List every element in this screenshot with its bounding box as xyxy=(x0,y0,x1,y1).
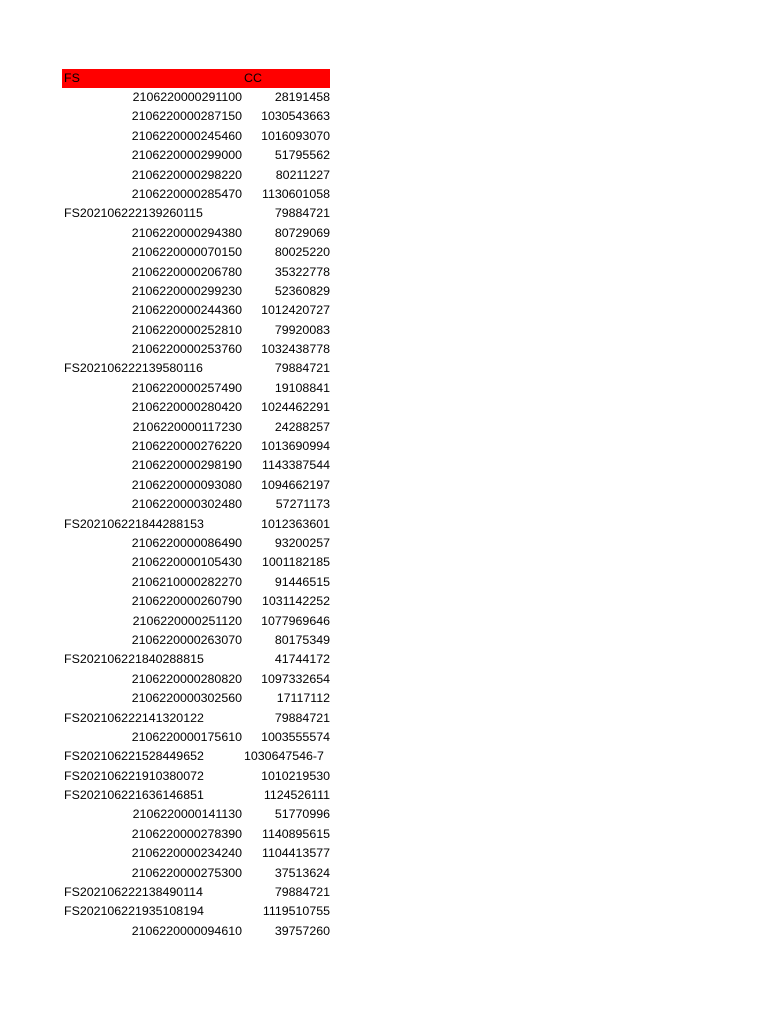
cell-cc[interactable]: 1094662197 xyxy=(261,477,330,492)
table-row xyxy=(62,340,330,359)
cell-cc[interactable]: 1013690994 xyxy=(261,439,330,454)
cell-cc[interactable]: 80211227 xyxy=(275,167,330,182)
cell-cc[interactable]: 52360829 xyxy=(274,283,330,298)
cell-fs[interactable]: 2106210000282270 xyxy=(131,574,242,589)
cell-fs[interactable]: FS202106221528449652 xyxy=(64,749,204,764)
cell-cc[interactable]: 1143387544 xyxy=(262,458,330,473)
cell-fs[interactable]: 2106220000251120 xyxy=(132,613,242,628)
table-row xyxy=(62,495,330,514)
table-row xyxy=(62,146,330,165)
table-row xyxy=(62,592,330,611)
table-row xyxy=(62,476,330,495)
cell-fs[interactable]: FS202106222139260115 xyxy=(64,206,203,221)
cell-cc[interactable]: 93200257 xyxy=(274,535,330,550)
cell-fs[interactable]: 2106220000093080 xyxy=(131,477,242,492)
table-row xyxy=(62,418,330,437)
cell-fs[interactable]: 2106220000141130 xyxy=(132,807,242,822)
cell-fs[interactable]: FS202106221910380072 xyxy=(64,768,204,783)
cell-fs[interactable]: 2106220000276220 xyxy=(131,439,242,454)
table-row xyxy=(62,805,330,824)
table-row xyxy=(62,844,330,863)
table-row xyxy=(62,437,330,456)
cell-cc[interactable]: 19108841 xyxy=(274,380,330,395)
cell-fs[interactable]: 2106220000094610 xyxy=(131,923,242,938)
table-row xyxy=(62,573,330,592)
cell-fs[interactable]: 2106220000299000 xyxy=(131,148,242,163)
cell-cc[interactable]: 79884721 xyxy=(274,206,330,221)
cell-cc[interactable]: 1130601058 xyxy=(262,186,330,201)
table-row xyxy=(62,631,330,650)
data-rows xyxy=(62,88,330,941)
table-row xyxy=(62,612,330,631)
cell-fs[interactable]: FS202106222139580116 xyxy=(64,361,203,376)
cell-fs[interactable]: 2106220000117230 xyxy=(132,419,242,434)
cell-cc[interactable]: 1119510755 xyxy=(262,904,330,919)
table-row xyxy=(62,185,330,204)
table-row xyxy=(62,359,330,378)
table-row xyxy=(62,864,330,883)
cell-cc[interactable]: 28191458 xyxy=(274,90,330,104)
cell-cc[interactable]: 1010219530 xyxy=(261,768,330,783)
cell-fs[interactable]: 2106220000257490 xyxy=(131,380,242,395)
table-row xyxy=(62,670,330,689)
cell-cc[interactable]: 1140895615 xyxy=(262,826,330,841)
cell-cc[interactable]: 51770996 xyxy=(274,807,330,822)
cell-cc[interactable]: 24288257 xyxy=(274,419,330,434)
cell-cc[interactable]: 80729069 xyxy=(274,225,330,240)
cell-cc[interactable]: 1001182185 xyxy=(262,555,330,570)
cell-cc[interactable]: 1016093070 xyxy=(261,128,330,143)
table-row xyxy=(62,786,330,805)
table-row xyxy=(62,767,330,786)
cell-fs[interactable]: 2106220000287150 xyxy=(131,109,242,124)
table-row xyxy=(62,534,330,553)
table-row xyxy=(62,902,330,921)
cell-cc[interactable]: 17117112 xyxy=(276,691,330,706)
cell-cc[interactable]: 35322778 xyxy=(274,264,330,279)
table-row xyxy=(62,321,330,340)
table-row xyxy=(62,728,330,747)
cell-fs[interactable]: 2106220000206780 xyxy=(131,264,242,279)
cell-cc[interactable]: 57271173 xyxy=(275,497,330,512)
cell-cc[interactable]: 79884721 xyxy=(274,710,330,725)
cell-fs[interactable]: 2106220000252810 xyxy=(131,322,242,337)
cell-fs[interactable]: 2106220000302560 xyxy=(131,691,242,706)
cell-fs[interactable]: 2106220000285470 xyxy=(131,186,242,201)
cell-cc[interactable]: 1030647546-7 xyxy=(244,749,324,764)
cell-fs[interactable]: FS202106221844288153 xyxy=(64,516,204,531)
table-row xyxy=(62,204,330,223)
table-row xyxy=(62,456,330,475)
cell-cc[interactable]: 1077969646 xyxy=(261,613,330,628)
table-row xyxy=(62,282,330,301)
table-row xyxy=(62,883,330,902)
cell-fs[interactable]: FS202106222141320122 xyxy=(64,710,204,725)
table-row xyxy=(62,515,330,534)
cell-fs[interactable]: 2106220000263070 xyxy=(131,632,242,647)
table-row xyxy=(62,301,330,320)
table-row xyxy=(62,127,330,146)
header-row xyxy=(62,69,330,88)
cell-cc[interactable]: 1124526111 xyxy=(263,788,330,803)
table-row xyxy=(62,709,330,728)
table-row xyxy=(62,650,330,669)
table-row xyxy=(62,107,330,126)
cell-cc[interactable]: 1031142252 xyxy=(262,594,330,609)
cell-cc[interactable]: 41744172 xyxy=(274,652,330,667)
cell-fs[interactable]: 2106220000280820 xyxy=(131,671,242,686)
cell-cc[interactable]: 80025220 xyxy=(274,245,330,260)
cell-cc[interactable]: 1032438778 xyxy=(261,342,330,357)
cell-fs[interactable]: 2106220000278390 xyxy=(131,826,242,841)
column-header-fs[interactable]: FS xyxy=(64,71,80,85)
cell-cc[interactable]: 79920083 xyxy=(274,322,330,337)
column-header-cc[interactable]: CC xyxy=(244,71,262,85)
table-row xyxy=(62,689,330,708)
cell-cc[interactable]: 39757260 xyxy=(274,923,330,938)
cell-cc[interactable]: 1012420727 xyxy=(261,303,330,318)
cell-cc[interactable]: 51795562 xyxy=(274,148,330,163)
cell-cc[interactable]: 1104413577 xyxy=(262,846,330,861)
cell-fs[interactable]: FS202106221636146851 xyxy=(64,788,204,803)
table-row xyxy=(62,398,330,417)
cell-fs[interactable]: 2106220000086490 xyxy=(131,535,242,550)
cell-fs[interactable]: FS202106221935108194 xyxy=(64,904,204,919)
cell-fs[interactable]: 2106220000275300 xyxy=(131,865,242,880)
cell-fs[interactable]: 2106220000302480 xyxy=(131,497,242,512)
cell-cc[interactable]: 1024462291 xyxy=(261,400,330,415)
cell-fs[interactable]: 2106220000175610 xyxy=(131,729,242,744)
spreadsheet-table xyxy=(62,69,330,941)
table-row xyxy=(62,922,330,941)
cell-fs[interactable]: 2106220000244360 xyxy=(131,303,242,318)
cell-cc[interactable]: 80175349 xyxy=(274,632,330,647)
cell-cc[interactable]: 79884721 xyxy=(274,885,330,900)
cell-fs[interactable]: 2106220000298190 xyxy=(131,458,242,473)
cell-fs[interactable]: 2106220000260790 xyxy=(131,594,242,609)
cell-fs[interactable]: 2106220000298220 xyxy=(131,167,242,182)
cell-fs[interactable]: FS202106222138490114 xyxy=(64,885,203,900)
cell-fs[interactable]: 2106220000105430 xyxy=(131,555,242,570)
cell-fs[interactable]: 2106220000291100 xyxy=(132,90,242,104)
table-row xyxy=(62,379,330,398)
cell-fs[interactable]: FS202106221840288815 xyxy=(64,652,204,667)
cell-fs[interactable]: 2106220000299230 xyxy=(131,283,242,298)
table-row xyxy=(62,825,330,844)
cell-fs[interactable]: 2106220000294380 xyxy=(131,225,242,240)
cell-fs[interactable]: 2106220000253760 xyxy=(131,342,242,357)
table-row xyxy=(62,747,330,766)
cell-fs[interactable]: 2106220000234240 xyxy=(131,846,242,861)
table-row xyxy=(62,224,330,243)
cell-cc[interactable]: 91446515 xyxy=(274,574,330,589)
table-row xyxy=(62,166,330,185)
table-row xyxy=(62,243,330,262)
cell-cc[interactable]: 37513624 xyxy=(274,865,330,880)
cell-fs[interactable]: 2106220000280420 xyxy=(131,400,242,415)
cell-cc[interactable]: 1030543663 xyxy=(261,109,330,124)
cell-cc[interactable]: 1012363601 xyxy=(261,516,330,531)
table-row xyxy=(62,88,330,107)
cell-cc[interactable]: 79884721 xyxy=(274,361,330,376)
cell-fs[interactable]: 2106220000070150 xyxy=(131,245,242,260)
cell-cc[interactable]: 1097332654 xyxy=(261,671,330,686)
table-row xyxy=(62,263,330,282)
table-row xyxy=(62,553,330,572)
cell-fs[interactable]: 2106220000245460 xyxy=(131,128,242,143)
cell-cc[interactable]: 1003555574 xyxy=(261,729,330,744)
